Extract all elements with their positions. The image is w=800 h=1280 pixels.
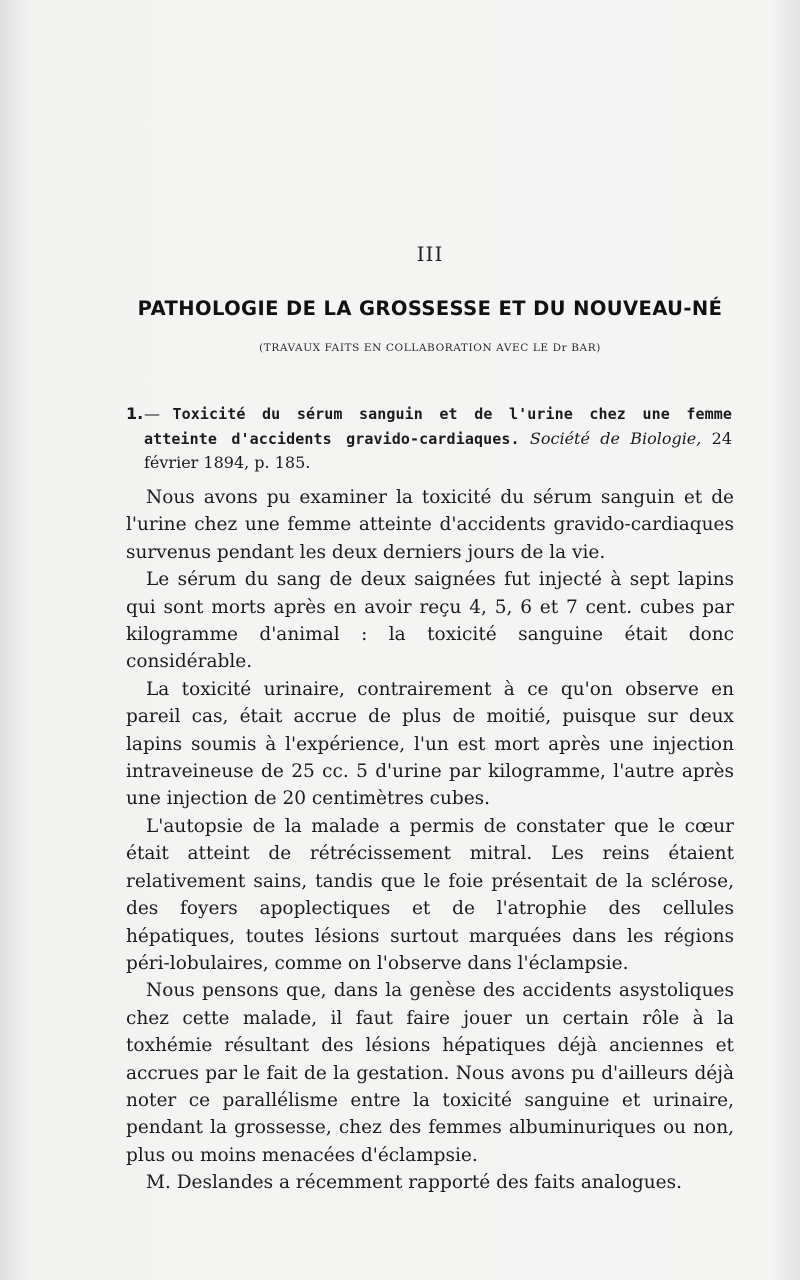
entry-source: Société de Biologie, bbox=[529, 428, 702, 448]
entry-date: 24 février 1894, p. 185. bbox=[144, 428, 732, 472]
paragraph: La toxicité urinaire, contrairement à ce qu'on observe en pareil cas, était accrue de plus de moitié, puisque sur deux lapins soumis à l'expérience, l'un est mort après une injection intraveineuse de 25 cc. 5 d'urine par kilogramme, l'autre après une injection de 20 centimètres cubes. bbox=[126, 678, 734, 810]
paragraph: L'autopsie de la malade a permis de constater que le cœur était atteint de rétrécissement mitral. Les reins étaient relativement sains, tandis que le foie présentait de la sclérose, des foyers apoplectiques et de l'atrophie des cellules hépatiques, toutes lésions surtout marquées dans les régions péri-lobulaires, comme on l'observe dans l'éclampsie. bbox=[126, 815, 734, 974]
entry-title: Toxicité du sérum sanguin et de l'urine chez une femme atteinte d'accidents gravido-cardiaques. bbox=[144, 405, 733, 448]
entry-number: 1. bbox=[126, 404, 144, 423]
part-title: PATHOLOGIE DE LA GROSSESSE ET DU NOUVEAU-NÉ bbox=[137, 297, 723, 320]
collaboration-note: (TRAVAUX FAITS EN COLLABORATION AVEC LE Dr BAR) bbox=[259, 342, 601, 354]
paragraph: Le sérum du sang de deux saignées fut injecté à sept lapins qui sont morts après en avoir reçu 4, 5, 6 et 7 cent. cubes par kilogramme d'animal : la toxicité sanguine était donc considérable. bbox=[126, 569, 734, 673]
paragraph: Nous pensons que, dans la genèse des accidents asystoliques chez cette malade, il faut faire jouer un certain rôle à la toxhémie résultant des lésions hépatiques déjà anciennes et accrues par le fait de la gestation. Nous avons pu d'ailleurs déjà noter ce parallélisme entre la toxicité sanguine et urinaire, pendant la grossesse, chez des femmes albuminuriques ou non, plus ou moins menacées d'éclampsie. bbox=[126, 980, 734, 1166]
body-text bbox=[126, 484, 734, 1197]
paragraph: Nous avons pu examiner la toxicité du sérum sanguin et de l'urine chez une femme atteinte d'accidents gravido-cardiaques survenus pendant les deux derniers jours de la vie. bbox=[126, 487, 734, 563]
entry-dash: — bbox=[144, 404, 160, 423]
paragraph: M. Deslandes a récemment rapporté des faits analogues. bbox=[146, 1172, 682, 1194]
part-number: III bbox=[416, 242, 444, 266]
bibliography-entry bbox=[128, 402, 732, 475]
